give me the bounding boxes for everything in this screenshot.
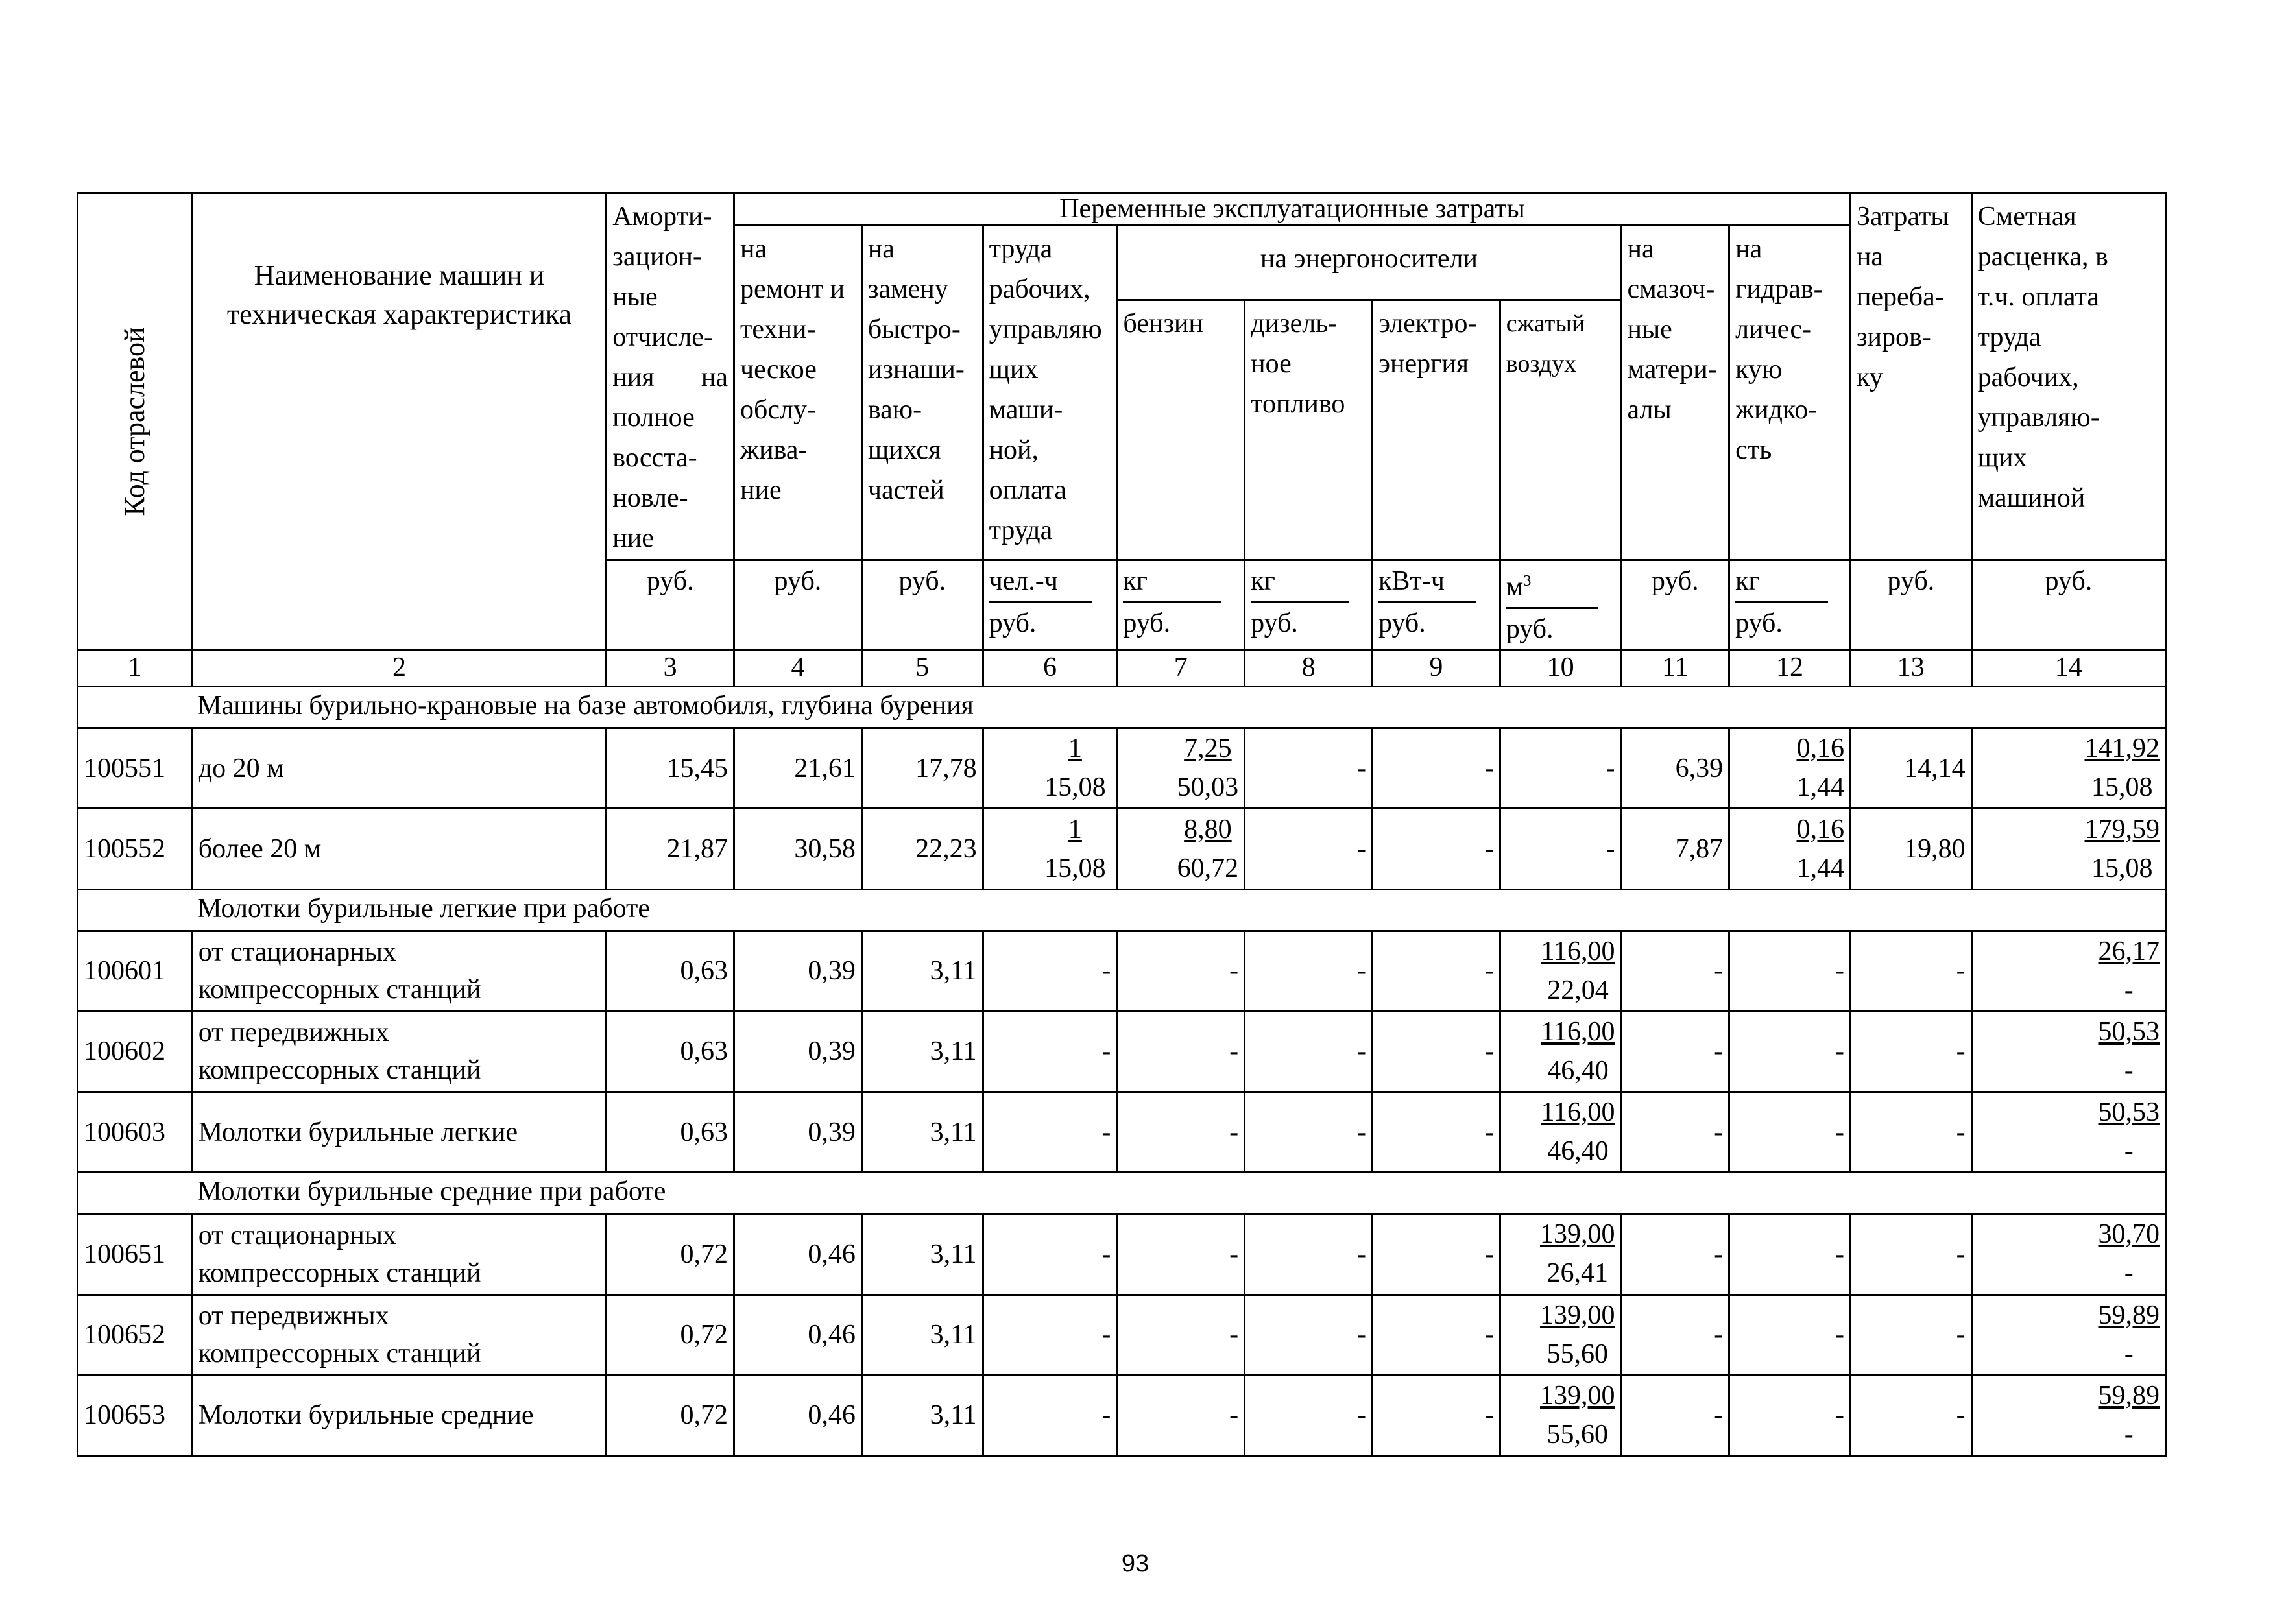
row-air: - <box>1500 728 1621 809</box>
unit-relocation: руб. <box>1850 560 1971 650</box>
row-labor: - <box>983 1214 1117 1295</box>
row-diesel: - <box>1245 728 1373 809</box>
row-relocation: - <box>1850 1295 1971 1375</box>
table-row <box>78 1295 2166 1375</box>
row-petrol: - <box>1117 1214 1245 1295</box>
row-diesel: - <box>1245 1214 1373 1295</box>
row-electric: - <box>1372 1092 1500 1173</box>
row-petrol: - <box>1117 1295 1245 1375</box>
row-hydro: - <box>1729 1092 1851 1173</box>
colnum: 1 <box>78 651 193 687</box>
row-estimate: 141,92 15,08 <box>1971 728 2165 809</box>
row-replace: 3,11 <box>861 1092 983 1173</box>
row-code: 100603 <box>78 1092 193 1173</box>
row-name: более 20 м <box>192 809 607 889</box>
table-row <box>78 1092 2166 1173</box>
row-relocation: 19,80 <box>1850 809 1971 889</box>
row-electric: - <box>1372 931 1500 1011</box>
header-amort: Аморти- зацион- ные отчисле- ния на полное восста- новле- ние <box>607 193 734 560</box>
header-air: сжатый воздух <box>1500 300 1621 560</box>
table-row <box>78 728 2166 809</box>
row-air: 116,00 46,40 <box>1500 1011 1621 1092</box>
row-amort: 21,87 <box>607 809 734 889</box>
header-code: Код отраслевой <box>78 193 193 651</box>
row-lube: - <box>1621 1092 1729 1173</box>
row-electric: - <box>1372 728 1500 809</box>
row-name: от стационарных компрессорных станций <box>192 931 607 1011</box>
row-air: 139,00 26,41 <box>1500 1214 1621 1295</box>
header-relocation: Затраты на переба- зиров- ку <box>1850 193 1971 560</box>
row-relocation: 14,14 <box>1850 728 1971 809</box>
unit-petrol: кг руб. <box>1117 560 1245 650</box>
row-replace: 3,11 <box>861 1375 983 1455</box>
row-diesel: - <box>1245 1011 1373 1092</box>
row-petrol: - <box>1117 1011 1245 1092</box>
unit-amort: руб. <box>607 560 734 650</box>
row-diesel: - <box>1245 809 1373 889</box>
row-repair: 0,46 <box>734 1214 862 1295</box>
colnum: 13 <box>1850 651 1971 687</box>
header-hydro: на гидрав- личес- кую жидко- сть <box>1729 226 1851 560</box>
unit-diesel: кг руб. <box>1245 560 1373 650</box>
row-repair: 0,46 <box>734 1295 862 1375</box>
row-relocation: - <box>1850 1011 1971 1092</box>
table-row <box>78 809 2166 889</box>
colnum: 14 <box>1971 651 2165 687</box>
unit-estimate: руб. <box>1971 560 2165 650</box>
row-amort: 0,63 <box>607 1011 734 1092</box>
row-air: - <box>1500 809 1621 889</box>
row-estimate: 59,89 - <box>1971 1295 2165 1375</box>
row-relocation: - <box>1850 1375 1971 1455</box>
colnum: 7 <box>1117 651 1245 687</box>
colnum: 8 <box>1245 651 1373 687</box>
row-diesel: - <box>1245 1375 1373 1455</box>
row-code: 100653 <box>78 1375 193 1455</box>
row-repair: 0,39 <box>734 1011 862 1092</box>
colnum: 9 <box>1372 651 1500 687</box>
row-replace: 17,78 <box>861 728 983 809</box>
cost-table <box>77 192 2167 1457</box>
row-air: 116,00 46,40 <box>1500 1092 1621 1173</box>
row-petrol: - <box>1117 1092 1245 1173</box>
row-amort: 0,72 <box>607 1295 734 1375</box>
header-repair: на ремонт и техни- ческое обслу- жива- ние <box>734 226 862 560</box>
row-air: 139,00 55,60 <box>1500 1375 1621 1455</box>
row-labor: 1 15,08 <box>983 809 1117 889</box>
row-code: 100552 <box>78 809 193 889</box>
row-labor: - <box>983 931 1117 1011</box>
row-air: 139,00 55,60 <box>1500 1295 1621 1375</box>
row-hydro: 0,16 1,44 <box>1729 809 1851 889</box>
row-diesel: - <box>1245 931 1373 1011</box>
colnum: 10 <box>1500 651 1621 687</box>
row-petrol: - <box>1117 1375 1245 1455</box>
unit-replace: руб. <box>861 560 983 650</box>
row-lube: - <box>1621 1011 1729 1092</box>
header-labor: труда рабочих, управляю щих маши- ной, оплата труда <box>983 226 1117 560</box>
row-replace: 3,11 <box>861 1214 983 1295</box>
unit-labor: чел.-ч руб. <box>983 560 1117 650</box>
row-hydro: - <box>1729 1214 1851 1295</box>
row-labor: - <box>983 1092 1117 1173</box>
row-name: от стационарных компрессорных станций <box>192 1214 607 1295</box>
row-replace: 22,23 <box>861 809 983 889</box>
row-estimate: 179,59 15,08 <box>1971 809 2165 889</box>
header-variable: Переменные эксплуатационные затраты <box>734 193 1851 226</box>
header-estimate: Сметная расценка, в т.ч. оплата труда рабочих, управляю- щих машиной <box>1971 193 2165 560</box>
row-estimate: 59,89 - <box>1971 1375 2165 1455</box>
colnum: 4 <box>734 651 862 687</box>
row-amort: 0,72 <box>607 1375 734 1455</box>
row-code: 100601 <box>78 931 193 1011</box>
row-petrol: 8,80 60,72 <box>1117 809 1245 889</box>
row-code: 100551 <box>78 728 193 809</box>
row-name: Молотки бурильные средние <box>192 1375 607 1455</box>
row-repair: 0,46 <box>734 1375 862 1455</box>
section-title: Молотки бурильные средние при работе <box>192 1173 2165 1214</box>
row-hydro: 0,16 1,44 <box>1729 728 1851 809</box>
row-name: Молотки бурильные легкие <box>192 1092 607 1173</box>
row-repair: 30,58 <box>734 809 862 889</box>
table-row <box>78 1214 2166 1295</box>
table-row <box>78 1375 2166 1455</box>
row-hydro: - <box>1729 931 1851 1011</box>
row-code: 100651 <box>78 1214 193 1295</box>
row-lube: - <box>1621 1214 1729 1295</box>
header-petrol: бензин <box>1117 300 1245 560</box>
row-petrol: 7,25 50,03 <box>1117 728 1245 809</box>
row-electric: - <box>1372 1375 1500 1455</box>
row-electric: - <box>1372 809 1500 889</box>
row-estimate: 30,70 - <box>1971 1214 2165 1295</box>
row-labor: - <box>983 1375 1117 1455</box>
row-relocation: - <box>1850 931 1971 1011</box>
row-electric: - <box>1372 1214 1500 1295</box>
section-title: Машины бурильно-крановые на базе автомобиля, глубина бурения <box>192 687 2165 728</box>
page-number: 93 <box>1121 1550 1149 1577</box>
row-hydro: - <box>1729 1295 1851 1375</box>
row-name: до 20 м <box>192 728 607 809</box>
colnum: 11 <box>1621 651 1729 687</box>
row-hydro: - <box>1729 1375 1851 1455</box>
header-lube: на смазоч- ные матери- алы <box>1621 226 1729 560</box>
unit-hydro: кг руб. <box>1729 560 1851 650</box>
row-repair: 0,39 <box>734 1092 862 1173</box>
row-amort: 0,63 <box>607 1092 734 1173</box>
unit-air: $м^3$ руб. <box>1500 560 1621 650</box>
colnum: 3 <box>607 651 734 687</box>
row-repair: 21,61 <box>734 728 862 809</box>
row-name: от передвижных компрессорных станций <box>192 1295 607 1375</box>
unit-lube: руб. <box>1621 560 1729 650</box>
row-amort: 15,45 <box>607 728 734 809</box>
row-diesel: - <box>1245 1295 1373 1375</box>
header-diesel: дизель- ное топливо <box>1245 300 1373 560</box>
row-code: 100602 <box>78 1011 193 1092</box>
row-diesel: - <box>1245 1092 1373 1173</box>
row-estimate: 50,53 - <box>1971 1092 2165 1173</box>
row-relocation: - <box>1850 1092 1971 1173</box>
row-estimate: 26,17 - <box>1971 931 2165 1011</box>
table-row <box>78 1011 2166 1092</box>
row-lube: - <box>1621 1295 1729 1375</box>
colnum: 2 <box>192 651 607 687</box>
row-labor: 1 15,08 <box>983 728 1117 809</box>
row-name: от передвижных компрессорных станций <box>192 1011 607 1092</box>
row-replace: 3,11 <box>861 1011 983 1092</box>
row-estimate: 50,53 - <box>1971 1011 2165 1092</box>
colnum: 5 <box>861 651 983 687</box>
row-petrol: - <box>1117 931 1245 1011</box>
row-lube: 6,39 <box>1621 728 1729 809</box>
row-lube: - <box>1621 1375 1729 1455</box>
row-amort: 0,63 <box>607 931 734 1011</box>
row-lube: 7,87 <box>1621 809 1729 889</box>
row-electric: - <box>1372 1295 1500 1375</box>
header-name: Наименование машин и техническая характеристика <box>192 193 607 651</box>
row-amort: 0,72 <box>607 1214 734 1295</box>
unit-electric: кВт-ч руб. <box>1372 560 1500 650</box>
row-electric: - <box>1372 1011 1500 1092</box>
row-replace: 3,11 <box>861 931 983 1011</box>
row-hydro: - <box>1729 1011 1851 1092</box>
row-repair: 0,39 <box>734 931 862 1011</box>
colnum: 12 <box>1729 651 1851 687</box>
header-electric: электро- энергия <box>1372 300 1500 560</box>
unit-repair: руб. <box>734 560 862 650</box>
row-code: 100652 <box>78 1295 193 1375</box>
colnum: 6 <box>983 651 1117 687</box>
row-relocation: - <box>1850 1214 1971 1295</box>
column-numbers-row <box>78 651 2166 687</box>
header-energy: на энергоносители <box>1117 226 1621 300</box>
header-replace: на замену быстро- изнаши- ваю- щихся частей <box>861 226 983 560</box>
row-air: 116,00 22,04 <box>1500 931 1621 1011</box>
row-labor: - <box>983 1295 1117 1375</box>
row-labor: - <box>983 1011 1117 1092</box>
section-title: Молотки бурильные легкие при работе <box>192 889 2165 931</box>
row-replace: 3,11 <box>861 1295 983 1375</box>
row-lube: - <box>1621 931 1729 1011</box>
table-row <box>78 931 2166 1011</box>
